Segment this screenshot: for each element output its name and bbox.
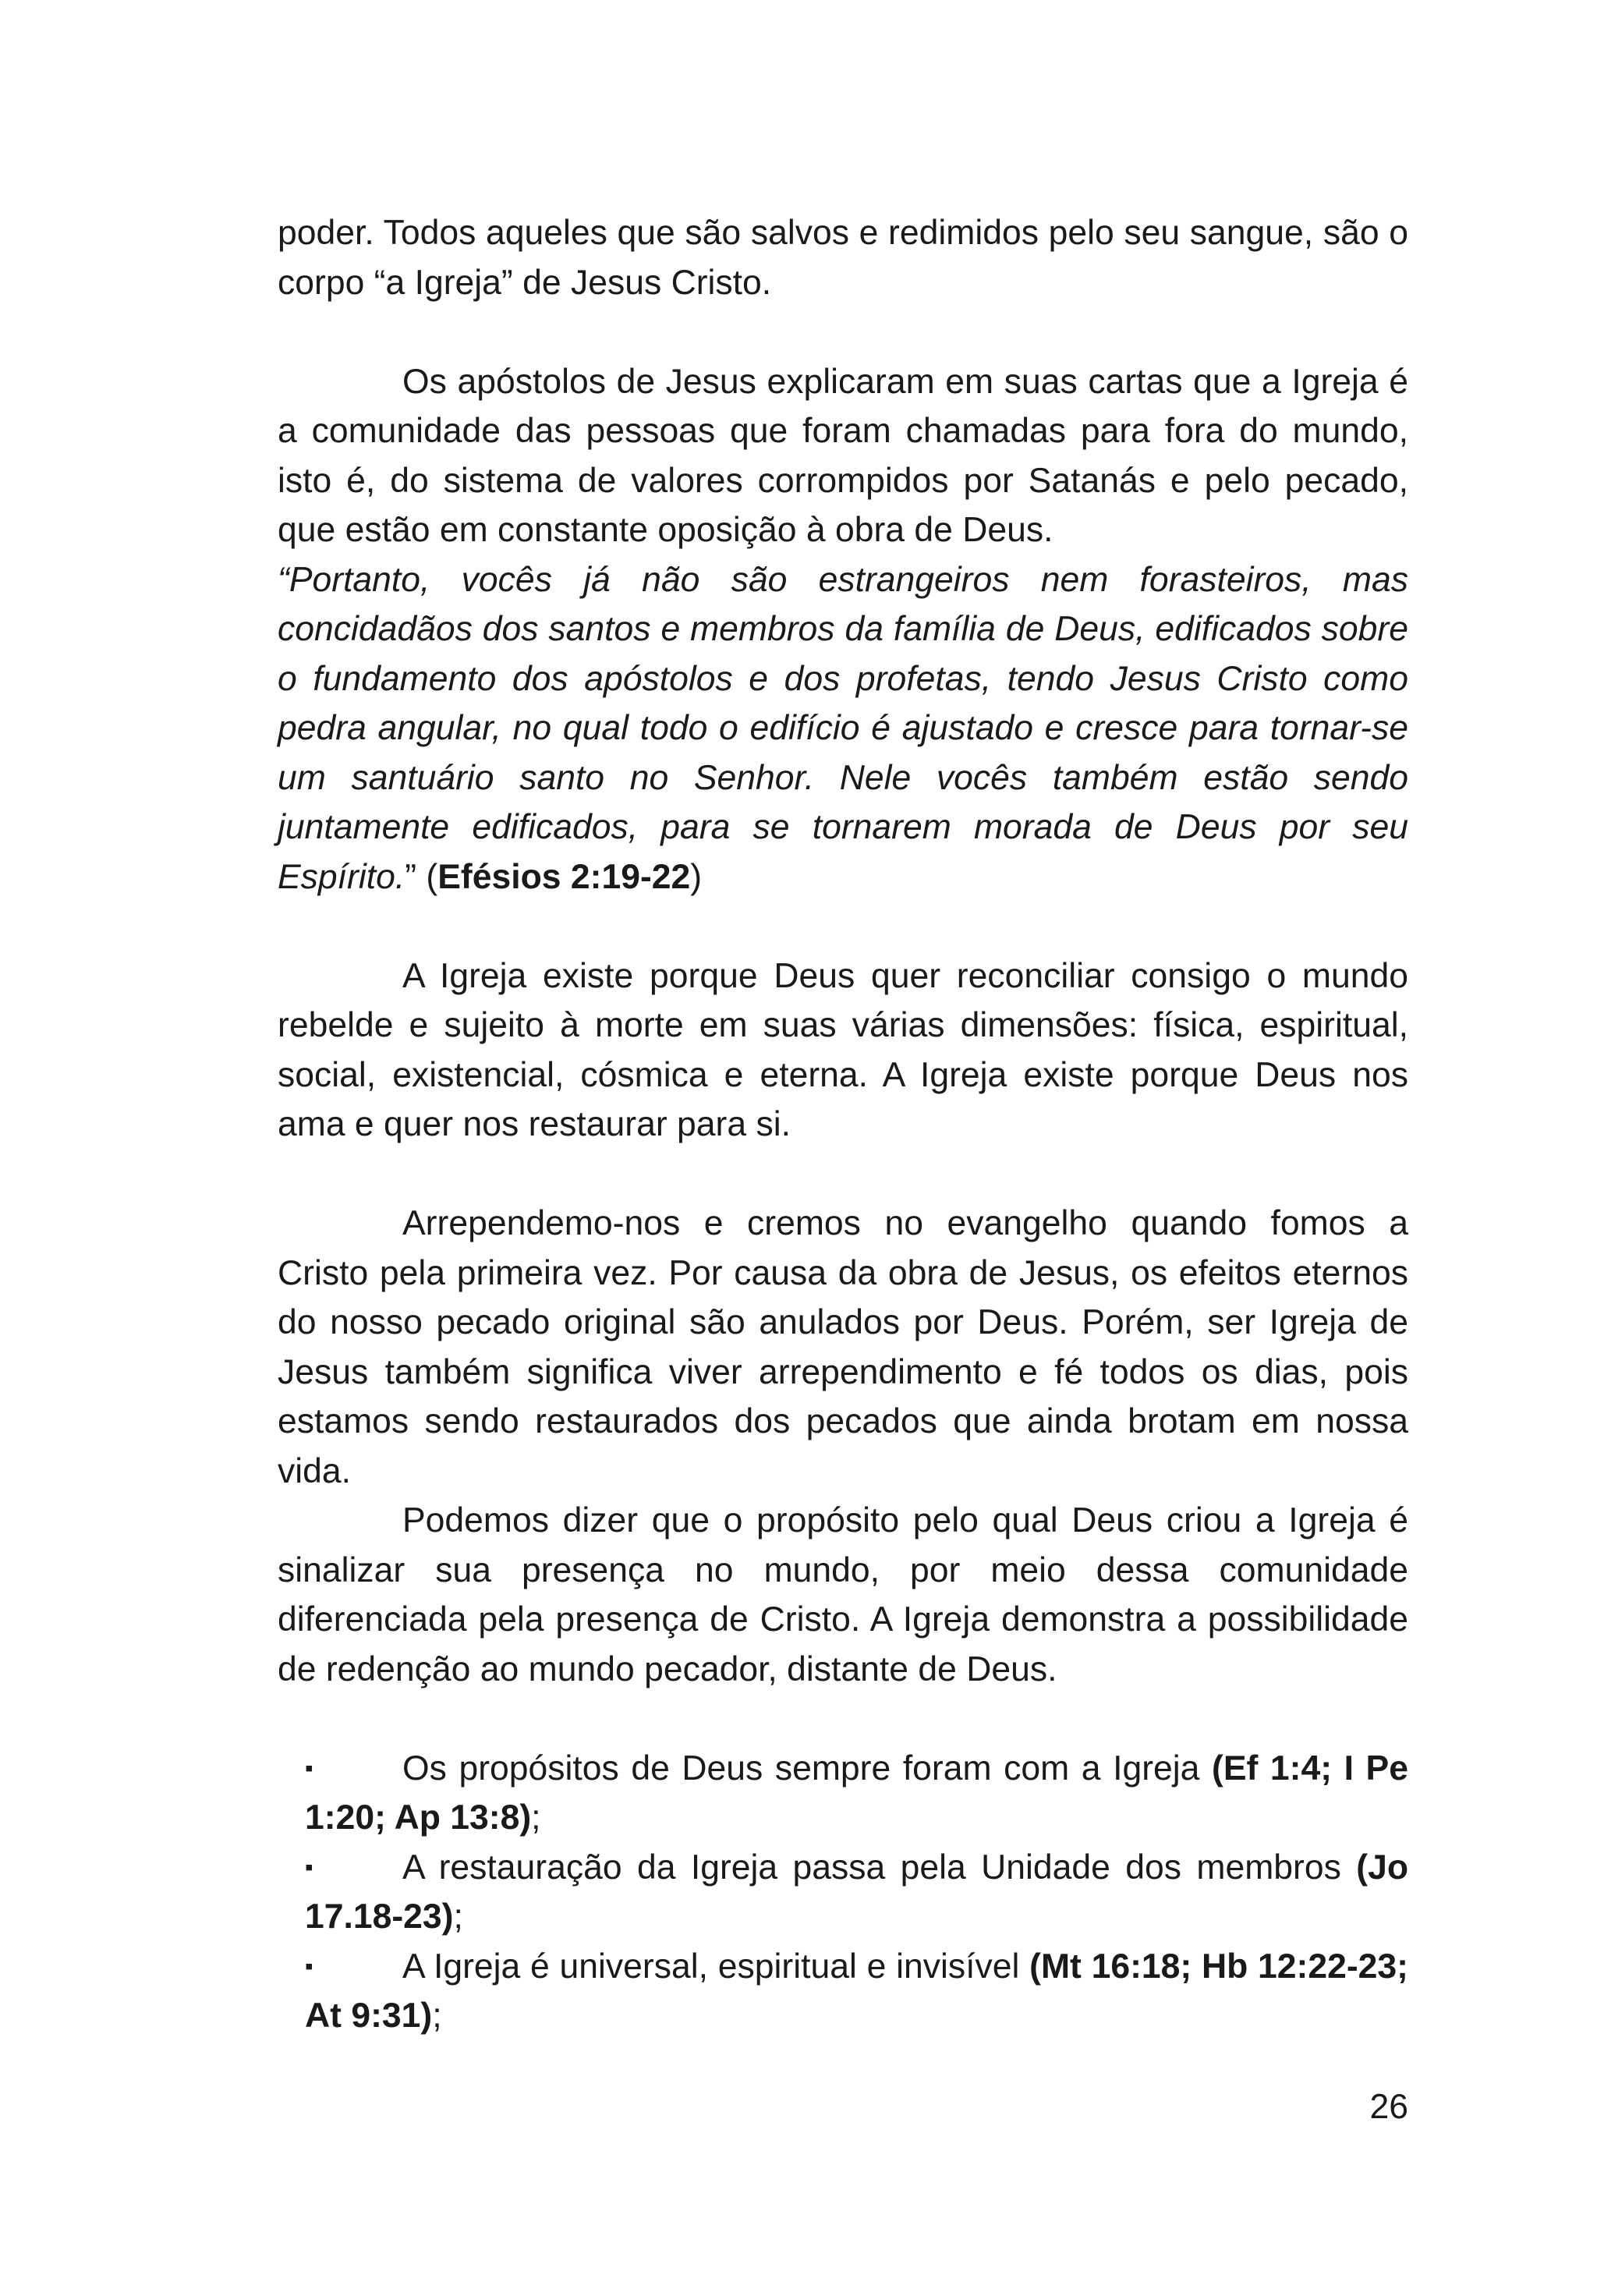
paragraph-continuation: poder. Todos aqueles que são salvos e redimidos pelo seu sangue, são o corpo “a Igreja” de Jesus Cristo. <box>278 214 1408 302</box>
list-item-reference: (Ef 1:4; I Pe 1:20; Ap 13:8) <box>305 1749 1408 1837</box>
list-item-reference: (Jo 17.18-23) <box>305 1848 1408 1936</box>
paragraph-apostles: Os apóstolos de Jesus explicaram em suas cartas que a Igreja é a comunidade das pessoas que foram chamadas para fora do mundo, isto é, do sistema de valores corrompidos por Satanás e pelo pecado, que estão em constante oposição à obra de Deus. <box>278 362 1408 549</box>
list-item <box>278 1843 1408 1942</box>
quote-text: “Portanto, vocês já não são estrangeiros nem forasteiros, mas concidadãos dos santos e membros da família de Deus, edificados sobre o fundamento dos apóstolos e dos profetas, tendo Jesus Cristo como pedra angular, no qual todo o edifício é ajustado e cresce para tornar-se um santuário santo no Senhor. Nele vocês também estão sendo juntamente edificados, para se tornarem morada de Deus por seu Espírito. <box>278 560 1408 896</box>
list-item <box>278 1744 1408 1843</box>
paragraph-purpose: Podemos dizer que o propósito pelo qual Deus criou a Igreja é sinalizar sua presença no mundo, por meio dessa comunidade diferenciada pela presença de Cristo. A Igreja demonstra a possibilidade de redenção ao mundo pecador, distante de Deus. <box>278 1501 1408 1688</box>
list-item-text: A restauração da Igreja passa pela Unidade dos membros <box>402 1848 1357 1887</box>
square-bullet-icon: ▪ <box>305 1755 313 1781</box>
list-item <box>278 1942 1408 2041</box>
spacer <box>278 1694 1408 1744</box>
list-item-end: ; <box>531 1798 541 1837</box>
quote-end: ) <box>690 857 703 896</box>
page-body <box>278 208 1408 2041</box>
page-number: 26 <box>1369 2088 1408 2126</box>
scripture-quote <box>278 555 1408 902</box>
square-bullet-icon: ▪ <box>305 1953 313 1979</box>
paragraph-repentance: Arrependemo-nos e cremos no evangelho quando fomos a Cristo pela primeira vez. Por causa da obra de Jesus, os efeitos eternos do nosso pecado original são anulados por Deus. Porém, ser Igreja de Jesus também significa viver arrependimento e fé todos os dias, pois estamos sendo restaurados dos pecados que ainda brotam em nossa vida. <box>278 1204 1408 1490</box>
square-bullet-icon: ▪ <box>305 1854 313 1880</box>
bullet-list <box>278 1744 1408 2041</box>
list-item-text: A Igreja é universal, espiritual e invisível <box>402 1947 1030 1986</box>
list-item-text: Os propósitos de Deus sempre foram com a Igreja <box>402 1749 1213 1788</box>
quote-close: ” ( <box>405 857 438 896</box>
list-item-end: ; <box>453 1897 463 1936</box>
spacer <box>278 1150 1408 1199</box>
list-item-reference: (Mt 16:18; Hb 12:22-23; At 9:31) <box>305 1947 1408 2035</box>
spacer <box>278 307 1408 357</box>
spacer <box>278 902 1408 951</box>
paragraph-reconcile: A Igreja existe porque Deus quer reconciliar consigo o mundo rebelde e sujeito à morte em suas várias dimensões: física, espiritual, social, existencial, cósmica e eterna. A Igreja existe porque Deus nos ama e quer nos restaurar para si. <box>278 956 1408 1143</box>
list-item-end: ; <box>432 1997 442 2035</box>
quote-reference: Efésios 2:19-22 <box>437 857 691 896</box>
